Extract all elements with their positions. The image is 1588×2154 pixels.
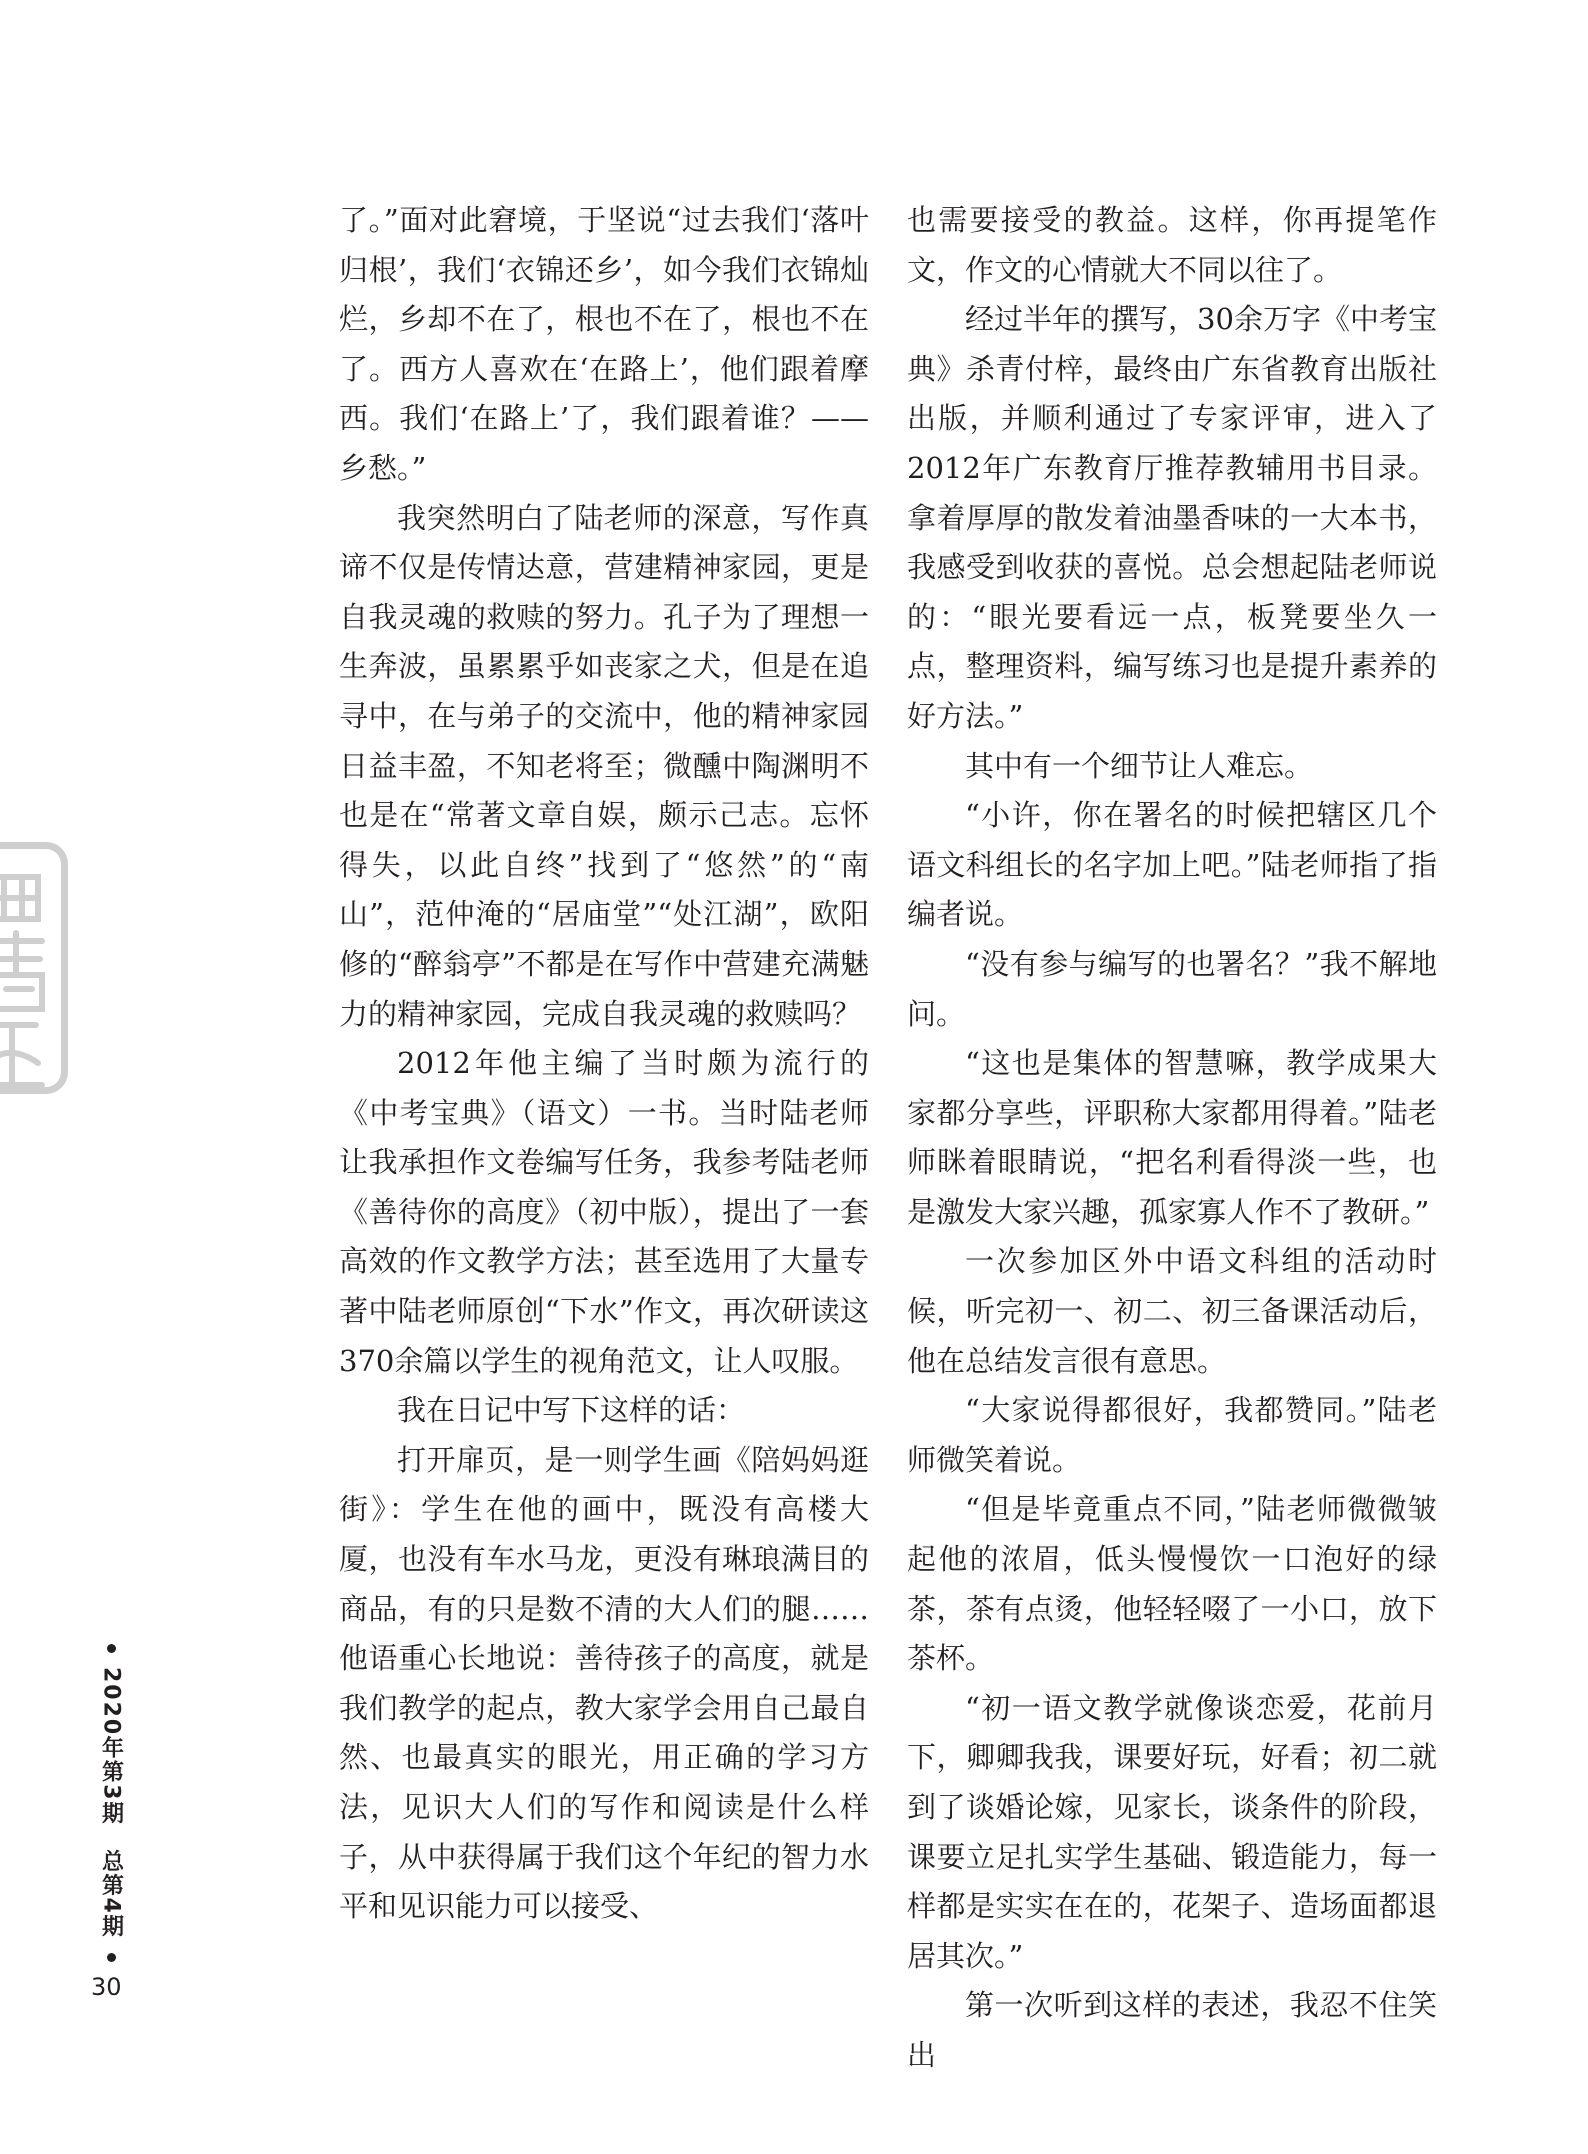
right-paragraph: “这也是集体的智慧嘛，教学成果大家都分享些，评职称大家都用得着。”陆老师眯着眼睛说，“把名利看得淡一些，也是激发大家兴趣，孤家寡人作不了教研。” [907,1046,1437,1229]
bullet-dot-bottom [107,1953,116,1962]
right-paragraph: “初一语文教学就像谈恋爱，花前月下，卿卿我我，课要好玩，好看；初二就到了谈婚论嫁，见家长，谈条件的阶段，课要立足扎实学生基础、锻造能力，每一样都是实实在在的，花架子、造场面都退居其次。” [907,1690,1437,1973]
issue-label: 2020年第3期 总第4期 [98,1667,124,1939]
issue-marker [96,1640,126,1966]
right-paragraph: 第一次听到这样的表述，我忍不住笑出 [907,1988,1437,2072]
right-paragraph: 也需要接受的教益。这样，你再提笔作文，作文的心情就大不同以往了。 [907,203,1437,287]
right-paragraph: 一次参加区外中语文科组的活动时候，听完初一、初二、初三备课活动后，他在总结发言很有意思。 [907,1244,1437,1378]
right-paragraph: 经过半年的撰写，30余万字《中考宝典》杀青付梓，最终由广东省教育出版社出版，并顺利通过了专家评审，进入了2012年广东教育厅推荐教辅用书目录。拿着厚厚的散发着油墨香味的一大本书，我感受到收获的喜悦。总会想起陆老师说的：“眼光要看远一点，板凳要坐久一点，整理资料，编写练习也是提升素养的好方法。” [907,302,1437,733]
right-paragraph: “小许，你在署名的时候把辖区几个语文科组长的名字加上吧。”陆老师指了指编者说。 [907,798,1437,932]
left-paragraph: 我突然明白了陆老师的深意，写作真谛不仅是传情达意，营建精神家园，更是自我灵魂的救赎的努力。孔子为了理想一生奔波，虽累累乎如丧家之犬，但是在追寻中，在与弟子的交流中，他的精神家园日益丰盈，不知老将至；微醺中陶渊明不也是在“常著文章自娱，颇示己志。忘怀得失，以此自终”找到了“悠然”的“南山”，范仲淹的“居庙堂”“处江湖”，欧阳修的“醉翁亭”不都是在写作中营建充满魅力的精神家园，完成自我灵魂的救赎吗？ [339,500,869,1031]
article-left-column [339,196,869,1932]
bullet-dot-top [107,1644,116,1653]
right-paragraph: 其中有一个细节让人难忘。 [965,748,1314,783]
page-number: 30 [91,1973,122,2001]
article-right-column [907,196,1437,2081]
left-paragraph: 打开扉页，是一则学生画《陪妈妈逛街》：学生在他的画中，既没有高楼大厦，也没有车水马龙，更没有琳琅满目的商品，有的只是数不清的大人们的腿……他语重心长地说：善待孩子的高度，就是我们教学的起点，教大家学会用自己最自然、也最真实的眼光，用正确的学习方法，见识大人们的写作和阅读是什么样子，从中获得属于我们这个年纪的智力水平和见识能力可以接受、 [339,1442,869,1924]
left-paragraph: 我在日记中写下这样的话： [397,1393,746,1428]
right-paragraph: “没有参与编写的也署名？”我不解地问。 [907,946,1437,1031]
right-paragraph: “大家说得都很好，我都赞同。”陆老师微笑着说。 [907,1393,1437,1477]
left-paragraph: 2012年他主编了当时颇为流行的《中考宝典》（语文）一书。当时陆老师让我承担作文卷编写任务，我参考陆老师《善待你的高度》（初中版），提出了一套高效的作文教学方法；甚至选用了大量专著中陆老师原创“下水”作文，再次研读这370余篇以学生的视角范文，让人叹服。 [339,1046,869,1378]
right-paragraph: “但是毕竟重点不同，”陆老师微微皱起他的浓眉，低头慢慢饮一口泡好的绿茶，茶有点烫，他轻轻啜了一小口，放下茶杯。 [907,1492,1437,1676]
seal-stamp-icon [0,842,68,1094]
left-paragraph: 了。”面对此窘境，于坚说“过去我们‘落叶归根’，我们‘衣锦还乡’，如今我们衣锦灿烂，乡却不在了，根也不在了，根也不在了。西方人喜欢在‘在路上’，他们跟着摩西。我们‘在路上’了，我们跟着谁？——乡愁。” [339,203,869,485]
